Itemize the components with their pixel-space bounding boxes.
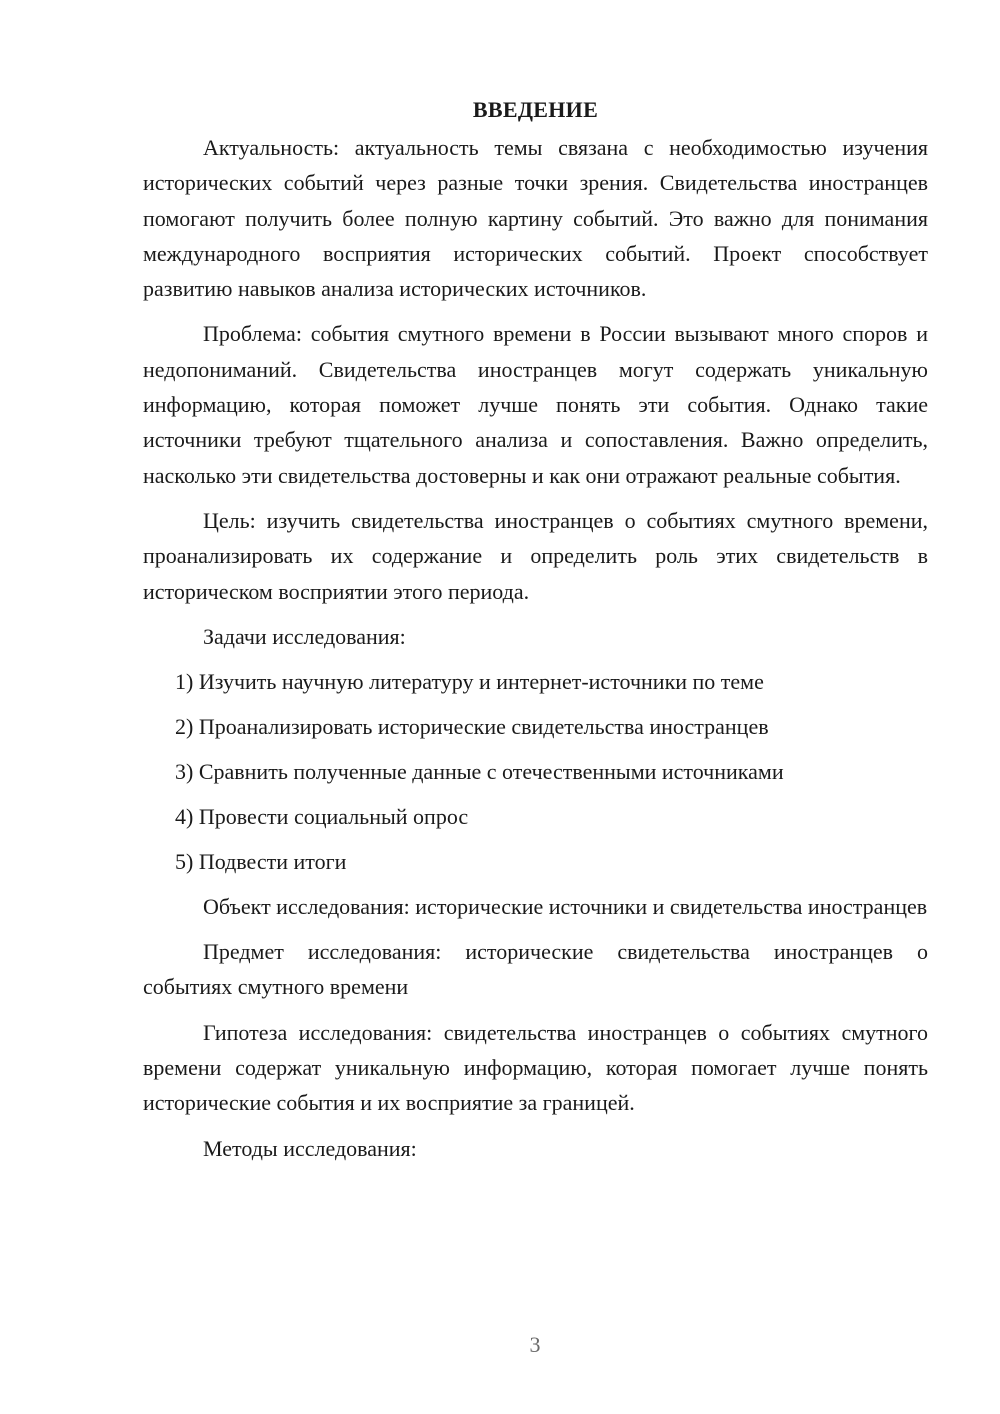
section-title: ВВЕДЕНИЕ — [472, 97, 599, 122]
task-item: 5) Подвести итоги — [175, 848, 347, 874]
paragraph-problem: Проблема: события смутного времени в России вызывают много споров и недопониманий. Свидетельства иностранцев могут содержать уникальную информацию, которая поможет лучше понять эти события. Однако такие источники требуют тщательного анализа и сопоставления. Важно определить, насколько эти свидетельства достоверны и как они отражают реальные события. — [143, 321, 928, 488]
paragraph-relevance: Актуальность: актуальность темы связана с необходимостью изучения исторических событий через разные точки зрения. Свидетельства иностранцев помогают получить более полную картину событий. Это важно для понимания международного восприятия исторических событий. Проект способствует развитию навыков анализа исторических источников. — [143, 135, 928, 302]
task-item: 4) Провести социальный опрос — [175, 803, 469, 829]
document-page — [143, 92, 928, 1176]
tasks-list — [143, 664, 928, 879]
paragraph-subject: Предмет исследования: исторические свидетельства иностранцев о событиях смутного времени — [143, 939, 928, 1000]
paragraph-object: Объект исследования: исторические источники и свидетельства иностранцев — [203, 893, 928, 919]
task-item: 3) Сравнить полученные данные с отечественными источниками — [175, 758, 784, 784]
task-item: 2) Проанализировать исторические свидетельства иностранцев — [175, 713, 769, 739]
paragraph-goal: Цель: изучить свидетельства иностранцев о событиях смутного времени, проанализировать их содержание и определить роль этих свидетельств в историческом восприятии этого периода. — [143, 507, 928, 604]
page-number: 3 — [529, 1332, 541, 1357]
paragraph-hypothesis: Гипотеза исследования: свидетельства иностранцев о событиях смутного времени содержат уникальную информацию, которая помогает лучше понять исторические события и их восприятие за границей. — [143, 1019, 928, 1116]
tasks-heading: Задачи исследования: — [203, 623, 406, 649]
methods-heading: Методы исследования: — [203, 1135, 417, 1161]
task-item: 1) Изучить научную литературу и интернет-источники по теме — [175, 668, 764, 694]
